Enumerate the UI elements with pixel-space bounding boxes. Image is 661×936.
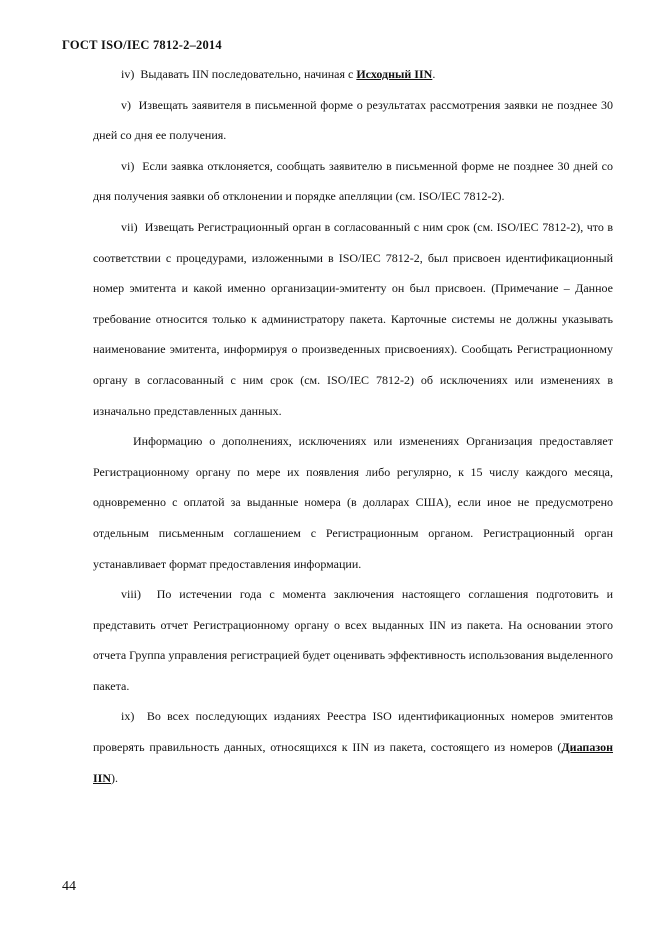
list-item-ix [93, 701, 613, 793]
list-item-viii [93, 579, 613, 701]
item-marker: v) [121, 97, 131, 112]
item-marker: vi) [121, 158, 135, 173]
item-text: Извещать заявителя в письменной форме о результатах рассмотрения заявки не позднее 30 дней со дня ее получения. [93, 97, 614, 143]
item-text: Во всех последующих изданиях Реестра ISO идентификационных номеров эмитентов проверять правильность данных, относящихся к IIN из пакета, состоящего из номеров ( [93, 709, 614, 755]
page-number: 44 [62, 879, 76, 894]
item-text: Если заявка отклоняется, сообщать заявителю в письменной форме не позднее 30 дней со дня получения заявки об отклонении и порядке апелляции (см. ISO/IEC 7812-2). [93, 158, 613, 204]
list-item-vi [93, 151, 613, 212]
info-paragraph: Информацию о дополнениях, исключениях или изменениях Организация предоставляет Регистрационному органу по мере их появления либо регулярно, к 15 числу каждого месяца, одновременно с оплатой за выданные номера (в долларах США), если иное не предусмотрено отдельным письменным соглашением с Регистрационным органом. Регистрационный орган устанавливает формат предоставления информации. [93, 434, 613, 571]
term-iin-range: Диапазон IIN [93, 740, 613, 785]
item-marker: ix) [121, 709, 135, 724]
item-text: Извещать Регистрационный орган в согласованный с ним срок (см. ISO/IEC 7812-2), что в соответствии с процедурами, изложенными в ISO/IEC 7812-2, был присвоен идентификационный номер эмитента и какой именно организации-эмитенту он был присвоен. (Примечание – Данное требование относится только к администратору пакета. Карточные системы не должны указывать наименование эмитента, информируя о произведенных присвоениях). Сообщать Регистрационному органу в согласованный с ним срок (см. ISO/IEC 7812-2) об исключениях или изменениях в изначально представленных данных. [93, 219, 614, 418]
item-marker: viii) [121, 587, 141, 602]
item-marker: iv) [121, 67, 135, 81]
term-initial-iin: Исходный IIN [356, 67, 433, 81]
list-item-iv [93, 59, 613, 90]
item-text: Выдавать IIN последовательно, начиная с [140, 67, 357, 81]
document-header: ГОСТ ISO/IEC 7812-2–2014 [62, 38, 222, 52]
list-item-vii [93, 212, 613, 426]
item-text: По истечении года с момента заключения настоящего соглашения подготовить и представить отчет Регистрационному органу о всех выданных IIN из пакета. На основании этого отчета Группа управления регистрацией будет оценивать эффективность использования выделенного пакета. [93, 587, 613, 693]
document-body [93, 59, 613, 793]
item-marker: vii) [121, 219, 138, 234]
item-tail: ). [111, 770, 119, 785]
list-item-v [93, 90, 613, 151]
item-tail: . [432, 67, 436, 81]
